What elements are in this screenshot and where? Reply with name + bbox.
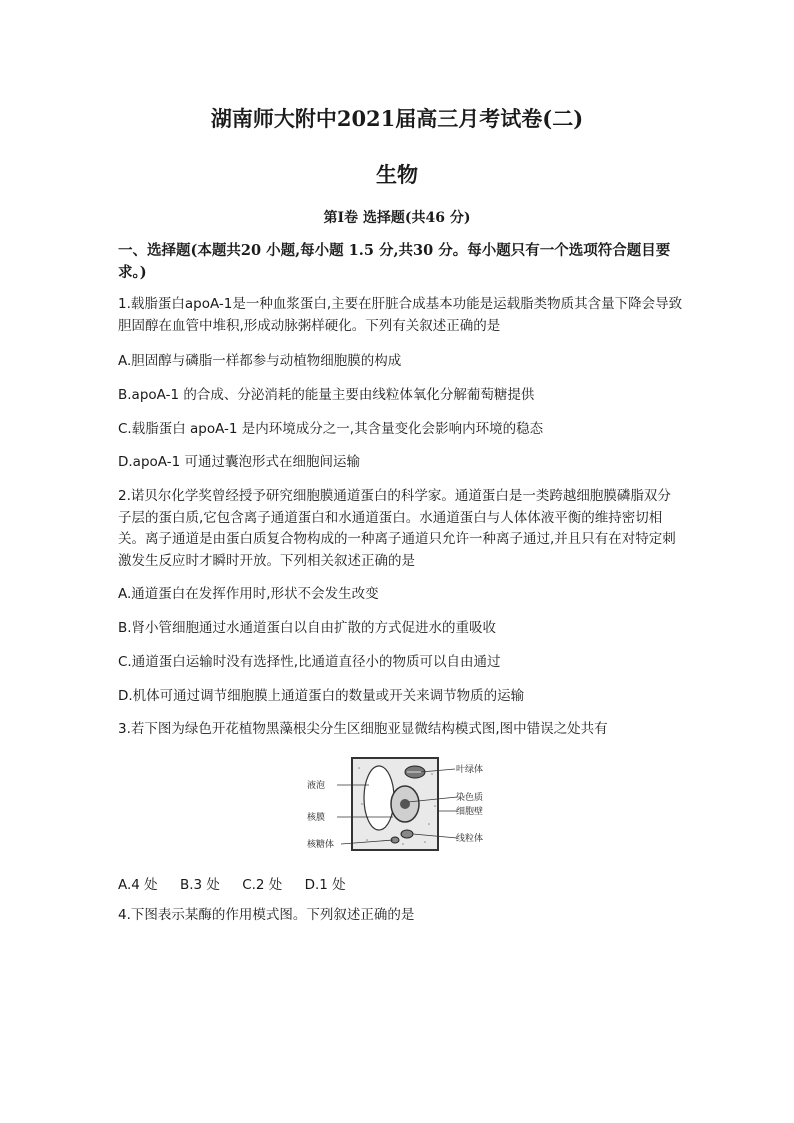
question-2-option-b: B.肾小管细胞通过水通道蛋白以自由扩散的方式促进水的重吸收 <box>118 620 497 636</box>
question-1-option-b: B.apoA-1 的合成、分泌消耗的能量主要由线粒体氧化分解葡萄糖提供 <box>118 387 535 403</box>
question-4-stem: 4.下图表示某酶的作用模式图。下列叙述正确的是 <box>118 907 415 923</box>
label-chloroplast: 叶绿体 <box>456 765 484 775</box>
label-mitochondria: 线粒体 <box>456 834 484 844</box>
label-ribosome: 核糖体 <box>307 840 335 850</box>
section-heading: 一、选择题(本题共20 小题,每小题 1.5 分,共30 分。每小题只有一个选项符合题目要求。) <box>118 242 671 281</box>
question-2-stem: 2.诺贝尔化学奖曾经授予研究细胞膜通道蛋白的科学家。通道蛋白是一类跨越细胞膜磷脂双分子层的蛋白质,它包含离子通道蛋白和水通道蛋白。水通道蛋白与人体体液平衡的维持密切相关。离子通道是由蛋白质复合物构成的一种离子通道只允许一种离子通过,并且只有在对特定刺激发生反应时才瞬时开放。下列相关叙述正确的是 <box>118 488 676 569</box>
label-nuclear-membrane: 核膜 <box>307 813 326 823</box>
exam-title: 湖南师大附中2021届高三月考试卷(二) <box>210 106 584 131</box>
part-heading: 第Ⅰ卷 选择题(共46 分) <box>323 210 471 226</box>
question-2-option-c: C.通道蛋白运输时没有选择性,比通道直径小的物质可以自由通过 <box>118 654 501 670</box>
cell-structure-figure <box>307 754 487 854</box>
vacuole-shape <box>364 766 394 830</box>
nucleolus-shape <box>400 799 410 809</box>
question-3-option-c: C.2 处 <box>242 877 283 893</box>
label-vacuole: 液泡 <box>307 781 326 791</box>
label-chromatin: 染色质 <box>456 793 484 803</box>
mitochondrion-shape <box>401 830 413 838</box>
question-1-option-a: A.胆固醇与磷脂一样都参与动植物细胞膜的构成 <box>118 353 402 369</box>
question-1-stem: 1.载脂蛋白apoA-1是一种血浆蛋白,主要在肝脏合成基本功能是运载脂类物质其含量下降会导致胆固醇在血管中堆积,形成动脉粥样硬化。下列有关叙述正确的是 <box>118 296 683 334</box>
question-3-option-b: B.3 处 <box>179 877 220 893</box>
question-3-options <box>118 873 364 893</box>
question-1-option-d: D.apoA-1 可通过囊泡形式在细胞间运输 <box>118 454 360 470</box>
question-3-option-a: A.4 处 <box>118 877 158 893</box>
question-2-option-d: D.机体可通过调节细胞膜上通道蛋白的数量或开关来调节物质的运输 <box>118 688 525 704</box>
label-cell-wall: 细胞壁 <box>456 807 484 817</box>
question-2-option-a: A.通道蛋白在发挥作用时,形状不会发生改变 <box>118 586 379 602</box>
subject-heading: 生物 <box>376 162 418 187</box>
question-3-stem: 3.若下图为绿色开花植物黑藻根尖分生区细胞亚显微结构模式图,图中错误之处共有 <box>118 721 608 737</box>
question-1-option-c: C.载脂蛋白 apoA-1 是内环境成分之一,其含量变化会影响内环境的稳态 <box>118 421 544 437</box>
question-3-option-d: D.1 处 <box>304 877 346 893</box>
